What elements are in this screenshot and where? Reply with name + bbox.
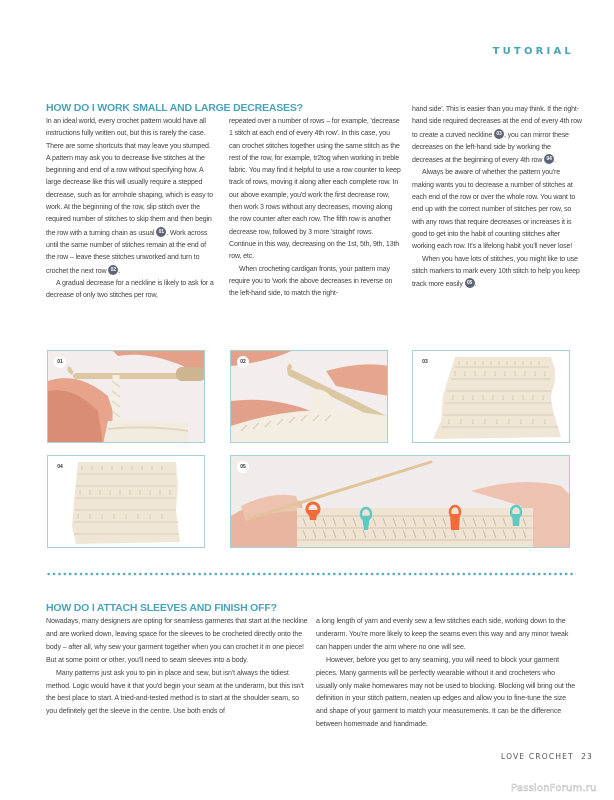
text-run: . Work across until the same number of stitches remain at the end of the row – leave these stitches unworked and turn to crochet the next row xyxy=(46,229,208,275)
swatch-left-decrease-illustration xyxy=(48,456,205,548)
photo-number: 01 xyxy=(54,356,66,368)
text-run: , you can mirror these decreases on the left-hand side by working the decreases at the beginning of every 4th row xyxy=(412,131,569,165)
step-badge: 04 xyxy=(544,154,554,164)
article2-column-1 xyxy=(46,616,308,719)
photo-number: 04 xyxy=(57,464,63,470)
article-column-1 xyxy=(46,116,216,302)
stitch-markers-illustration xyxy=(231,456,570,548)
article-column-3 xyxy=(412,104,582,291)
section-divider-dotted xyxy=(46,572,576,576)
paragraph: Nowadays, many designers are opting for seamless garments that start at the neckline and are worked down, leaving space for the sleeves to be crocheted directly onto the body – after all, why sew your garment together when you can crochet it in one piece! But at some point or other, you'll need to seam sleeves into a body. xyxy=(46,618,308,664)
paragraph: repeated over a number of rows – for example, 'decrease 1 stitch at each end of every 4th row'. In this case, you can crochet stitches together using the same stitch as the rest of the row, for example, tr2tog when working in treble fabric. You may find it helpful to use a row counter to keep track of rows, moving it along after each complete row. In our above example, you'd work the first decrease row, then work 3 rows without any decreases, moving along the row counter after each row. The fifth row is another decrease row, followed by 3 more 'straight' rows. Continue in this way, decreasing on the 1st, 5th, 9th, 13th row, etc. xyxy=(229,118,401,261)
heading-sleeves: HOW DO I ATTACH SLEEVES AND FINISH OFF? xyxy=(46,602,277,614)
photo-step-05 xyxy=(230,455,570,548)
page-folio xyxy=(501,752,593,761)
paragraph xyxy=(46,116,216,278)
paragraph: A gradual decrease for a neckline is likely to ask for a decrease of only two stitches per row, xyxy=(46,279,214,300)
hook-in-stitches-illustration xyxy=(231,351,388,443)
text-run: hand side'. This is easier than you may think. If the right-hand side required decreases at the end of every 4th row to create a curved neckline xyxy=(412,106,582,139)
step-badge: 02 xyxy=(108,265,118,275)
article2-column-2 xyxy=(316,616,578,732)
section-tag: TUTORIAL xyxy=(492,46,574,57)
photo-number: 02 xyxy=(237,356,249,368)
step-badge: 05 xyxy=(465,278,475,288)
paragraph xyxy=(412,104,582,167)
swatch-right-decrease-illustration xyxy=(413,351,570,443)
photo-step-02 xyxy=(230,350,388,443)
step-badge: 03 xyxy=(494,129,504,139)
hook-turning-chain-illustration xyxy=(48,351,205,443)
photo-step-01 xyxy=(47,350,205,443)
heading-decreases: HOW DO I WORK SMALL AND LARGE DECREASES? xyxy=(46,102,303,114)
step-badge: 01 xyxy=(156,227,166,237)
paragraph xyxy=(412,254,582,292)
photo-number: 05 xyxy=(237,461,249,473)
magazine-name: LOVE CROCHET xyxy=(501,752,574,761)
paragraph: When crocheting cardigan fronts, your pattern may require you to 'work the above decreases in reverse on the left-hand side, to match the right- xyxy=(229,265,393,298)
text-run: In an ideal world, every crochet pattern would have all instructions fully written out, but this is rarely the case. There are some shortcuts that may leave you stumped. A pattern may ask you to decrease five stitches at the beginning and end of a row without specifying how. A large decrease like this will usually require a stepped decrease, such as for armhole shaping, which is easy to work. At the beginning of the row, slip stitch over the required number of stitches to skip them and then begin the row with a turning chain as usual xyxy=(46,118,213,237)
text-run: . xyxy=(474,281,477,289)
photo-number: 03 xyxy=(422,359,428,365)
page-number: 23 xyxy=(581,752,594,761)
paragraph: a long length of yarn and evenly sew a few stitches each side, working down to the underarm. You're more likely to keep the seams even this way and any minor tweak can happen under the arm where no one will see. xyxy=(316,618,569,651)
photo-step-04 xyxy=(47,455,205,548)
paragraph: However, before you get to any seaming, you will need to block your garment pieces. Many garments will be perfectly wearable without it and crocheters who usually only make homewares may not be used to blocking. Blocking will bring out the definition in your stitch pattern, neaten up edges and allow you to fine-tune the size and shape of your garment to match your measurements. It can be the difference between homemade and handmade. xyxy=(316,656,576,729)
paragraph: Always be aware of whether the pattern you're making wants you to decrease a number of stitches at each end of the row or over the whole row. You want to end up with the correct number of stitches per row, so with any rows that require decreases or increases it is good to get into the habit of counting stitches after working each row. It's a lifelong habit you'll never lose! xyxy=(412,169,576,251)
text-run: When you have lots of stitches, you might like to use stitch markers to mark every 10th stitch to help you keep track more easily xyxy=(412,255,580,289)
text-run: . xyxy=(118,267,121,275)
article-column-2 xyxy=(229,116,401,300)
photo-step-03 xyxy=(412,350,570,443)
watermark: PassionForum.ru xyxy=(511,783,597,794)
text-run: . xyxy=(554,157,556,165)
paragraph: Many patterns just ask you to pin in place and sew, but isn't always the tidiest method. Logic would have it that you'd begin your seam at the underarm, but this isn't the best place to start. A tried-and-tested method is to start at the shoulder seam, so you definitely get the sleeve in the centre. Use both ends of xyxy=(46,669,304,716)
